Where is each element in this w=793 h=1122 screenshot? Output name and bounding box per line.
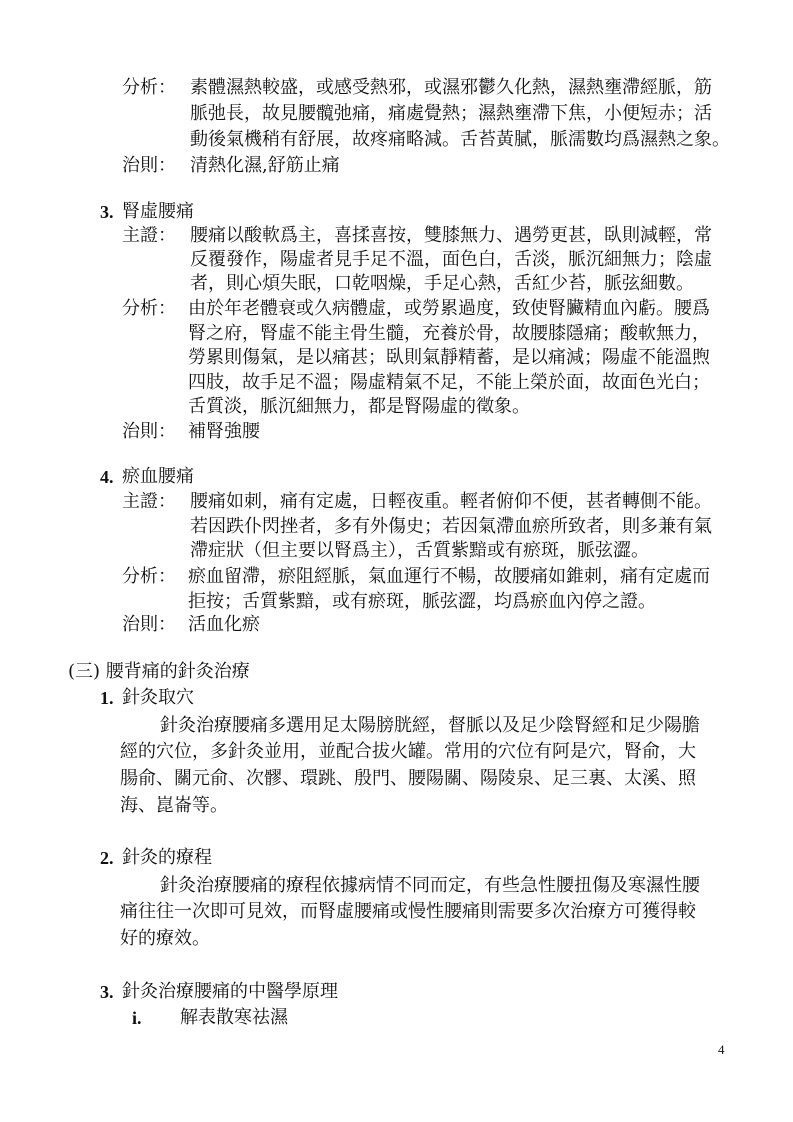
analysis-line: 素體濕熱較盛，或感受熱邪，或濕邪鬱久化熱，濕熱壅滯經脈，筋 (190, 77, 712, 98)
treatment-text: 活血化瘀 (188, 614, 260, 635)
page-number: 4 (718, 1042, 725, 1057)
analysis-line: 勞累則傷氣，是以痛甚；臥則氣靜精蓄，是以痛減；陽虛不能溫煦 (188, 347, 710, 368)
symptom-line: 腰痛如刺，痛有定處，日輕夜重。輕者俯仰不便，甚者轉側不能。 (190, 491, 712, 512)
item-number: 1. (100, 688, 114, 708)
item-title: 瘀血腰痛 (122, 466, 194, 487)
analysis-line: 腎之府，腎虛不能主骨生髓，充養於骨，故腰膝隱痛；酸軟無力， (188, 323, 710, 344)
paragraph-line: 海、崑崙等。 (120, 795, 228, 816)
analysis-label: 分析： (122, 298, 176, 319)
analysis-label: 分析： (122, 566, 176, 587)
analysis-line: 動後氣機稍有舒展，故疼痛略減。舌苔黃膩，脈濡數均爲濕熱之象。 (190, 129, 730, 150)
paragraph-line: 腸俞、關元俞、次髎、環跳、殷門、腰陽關、陽陵泉、足三裏、太溪、照 (120, 768, 696, 789)
symptom-line: 若因跌仆閃挫者，多有外傷史；若因氣滯血瘀所致者，則多兼有氣 (190, 516, 712, 537)
item-number: 3. (100, 202, 114, 222)
paragraph-line: 好的療效。 (120, 928, 210, 949)
analysis-line: 拒按；舌質紫黯，或有瘀斑，脈弦澀，均爲瘀血內停之證。 (188, 591, 656, 612)
symptom-line: 者，則心煩失眠，口乾咽燥，手足心熱，舌紅少苔，脈弦細數。 (190, 273, 694, 294)
item-title: 針灸取穴 (122, 687, 194, 708)
subitem-number: i. (132, 1008, 142, 1028)
treatment-text: 補腎強腰 (188, 421, 260, 442)
analysis-label: 分析： (122, 77, 176, 98)
analysis-line: 脈弛長，故見腰髖弛痛，痛處覺熱；濕熱壅滯下焦，小便短赤；活 (190, 103, 712, 124)
treatment-label: 治則： (122, 614, 176, 635)
analysis-line: 瘀血留滯，瘀阻經脈，氣血運行不暢，故腰痛如錐刺，痛有定處而 (188, 566, 710, 587)
section-heading: (三) 腰背痛的針灸治療 (68, 661, 250, 682)
symptom-line: 腰痛以酸軟爲主，喜揉喜按，雙膝無力、遇勞更甚，臥則減輕，常 (190, 225, 712, 246)
symptom-label: 主證： (122, 225, 176, 246)
paragraph-line: 針灸治療腰痛多選用足太陽膀胱經，督脈以及足少陰腎經和足少陽膽 (160, 715, 700, 736)
item-number: 3. (100, 982, 114, 1002)
treatment-label: 治則： (122, 155, 176, 176)
item-number: 4. (100, 467, 114, 487)
analysis-line: 四肢，故手足不溫；陽虛精氣不足，不能上榮於面，故面色光白； (188, 372, 710, 393)
symptom-line: 反覆發作，陽虛者見手足不溫，面色白，舌淡，脈沉細無力；陰虛 (190, 249, 712, 270)
symptom-label: 主證： (122, 491, 176, 512)
item-title: 腎虛腰痛 (122, 201, 194, 222)
item-title: 針灸治療腰痛的中醫學原理 (122, 981, 338, 1002)
treatment-text: 清熱化濕,舒筋止痛 (190, 155, 340, 176)
treatment-label: 治則： (122, 421, 176, 442)
analysis-line: 由於年老體衰或久病體虛，或勞累過度，致使腎臟精血內虧。腰爲 (188, 298, 710, 319)
analysis-line: 舌質淡，脈沉細無力，都是腎陽虛的徵象。 (188, 396, 530, 417)
subitem-title: 解表散寒祛濕 (180, 1007, 288, 1028)
item-title: 針灸的療程 (122, 847, 212, 868)
item-number: 2. (100, 848, 114, 868)
paragraph-line: 經的穴位，多針灸並用，並配合拔火罐。常用的穴位有阿是穴，腎俞，大 (120, 741, 696, 762)
paragraph-line: 針灸治療腰痛的療程依據病情不同而定，有些急性腰扭傷及寒濕性腰 (160, 875, 700, 896)
paragraph-line: 痛往往一次即可見效，而腎虛腰痛或慢性腰痛則需要多次治療方可獲得較 (120, 901, 696, 922)
symptom-line: 滯症狀（但主要以腎爲主），舌質紫黯或有瘀斑，脈弦澀。 (190, 540, 649, 561)
